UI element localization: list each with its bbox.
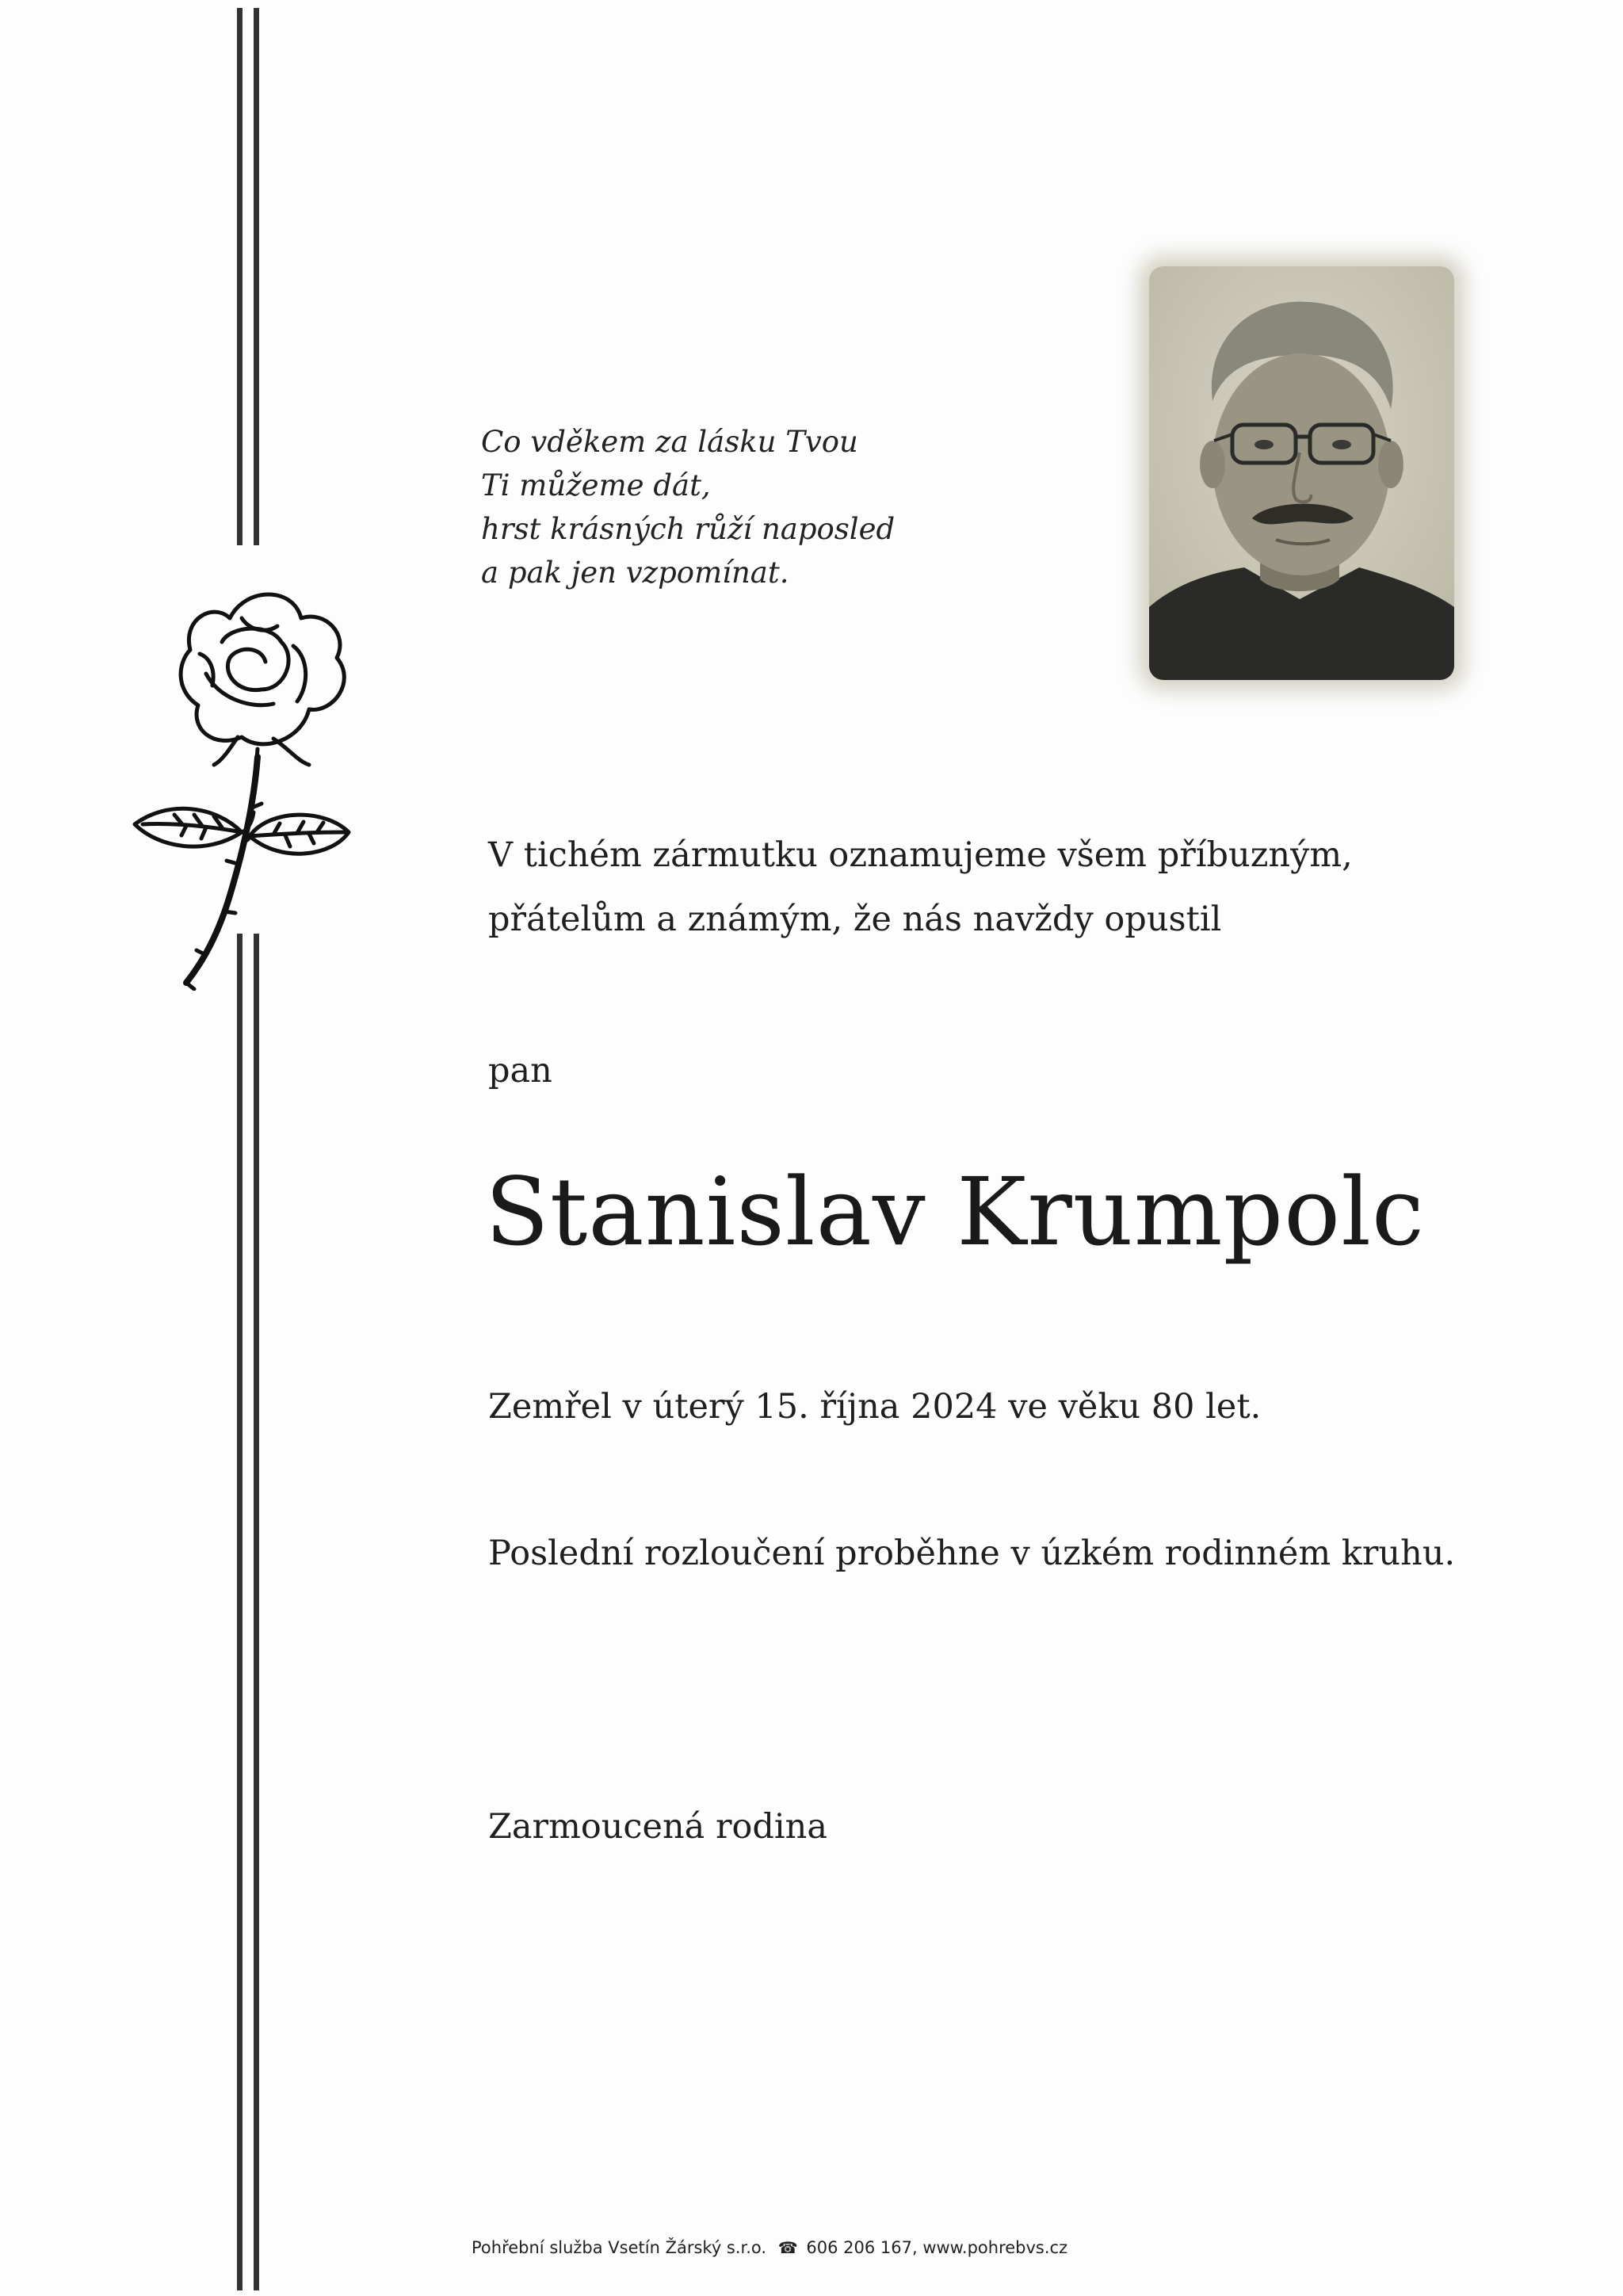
footer-contact: 606 206 167, www.pohrebvs.cz: [806, 2238, 1068, 2257]
poem: [481, 420, 1036, 594]
telephone-icon: ☎: [777, 2238, 798, 2257]
border-line-top-right: [254, 8, 259, 545]
border-line-bottom-left: [237, 934, 242, 2290]
border-line-top-left: [237, 8, 242, 545]
signature: Zarmoucená rodina: [488, 1807, 828, 1847]
announcement-line-2: přátelům a známým, že nás navždy opustil: [488, 900, 1222, 939]
deceased-name: Stanislav Krumpolc: [485, 1157, 1426, 1266]
poem-line: Ti můžeme dát,: [481, 468, 711, 502]
announcement-line-1: V tichém zármutku oznamujeme všem příbuzným,: [488, 835, 1353, 875]
salutation: pan: [488, 1051, 552, 1091]
poem-line: a pak jen vzpomínat.: [481, 556, 789, 590]
footer-company: Pohřební služba Vsetín Žárský s.r.o.: [472, 2238, 767, 2257]
farewell-info: Poslední rozloučení proběhne v úzkém rodinném kruhu.: [488, 1534, 1456, 1573]
death-info: Zemřel v úterý 15. října 2024 ve věku 80 let.: [488, 1387, 1262, 1427]
footer: [472, 2238, 1067, 2257]
poem-line: Co vděkem za lásku Tvou: [481, 425, 858, 459]
poem-line: hrst krásných růží naposled: [481, 512, 896, 546]
rose-icon: [111, 571, 388, 991]
border-line-bottom-right: [254, 934, 259, 2290]
portrait-photo: [1149, 266, 1454, 680]
